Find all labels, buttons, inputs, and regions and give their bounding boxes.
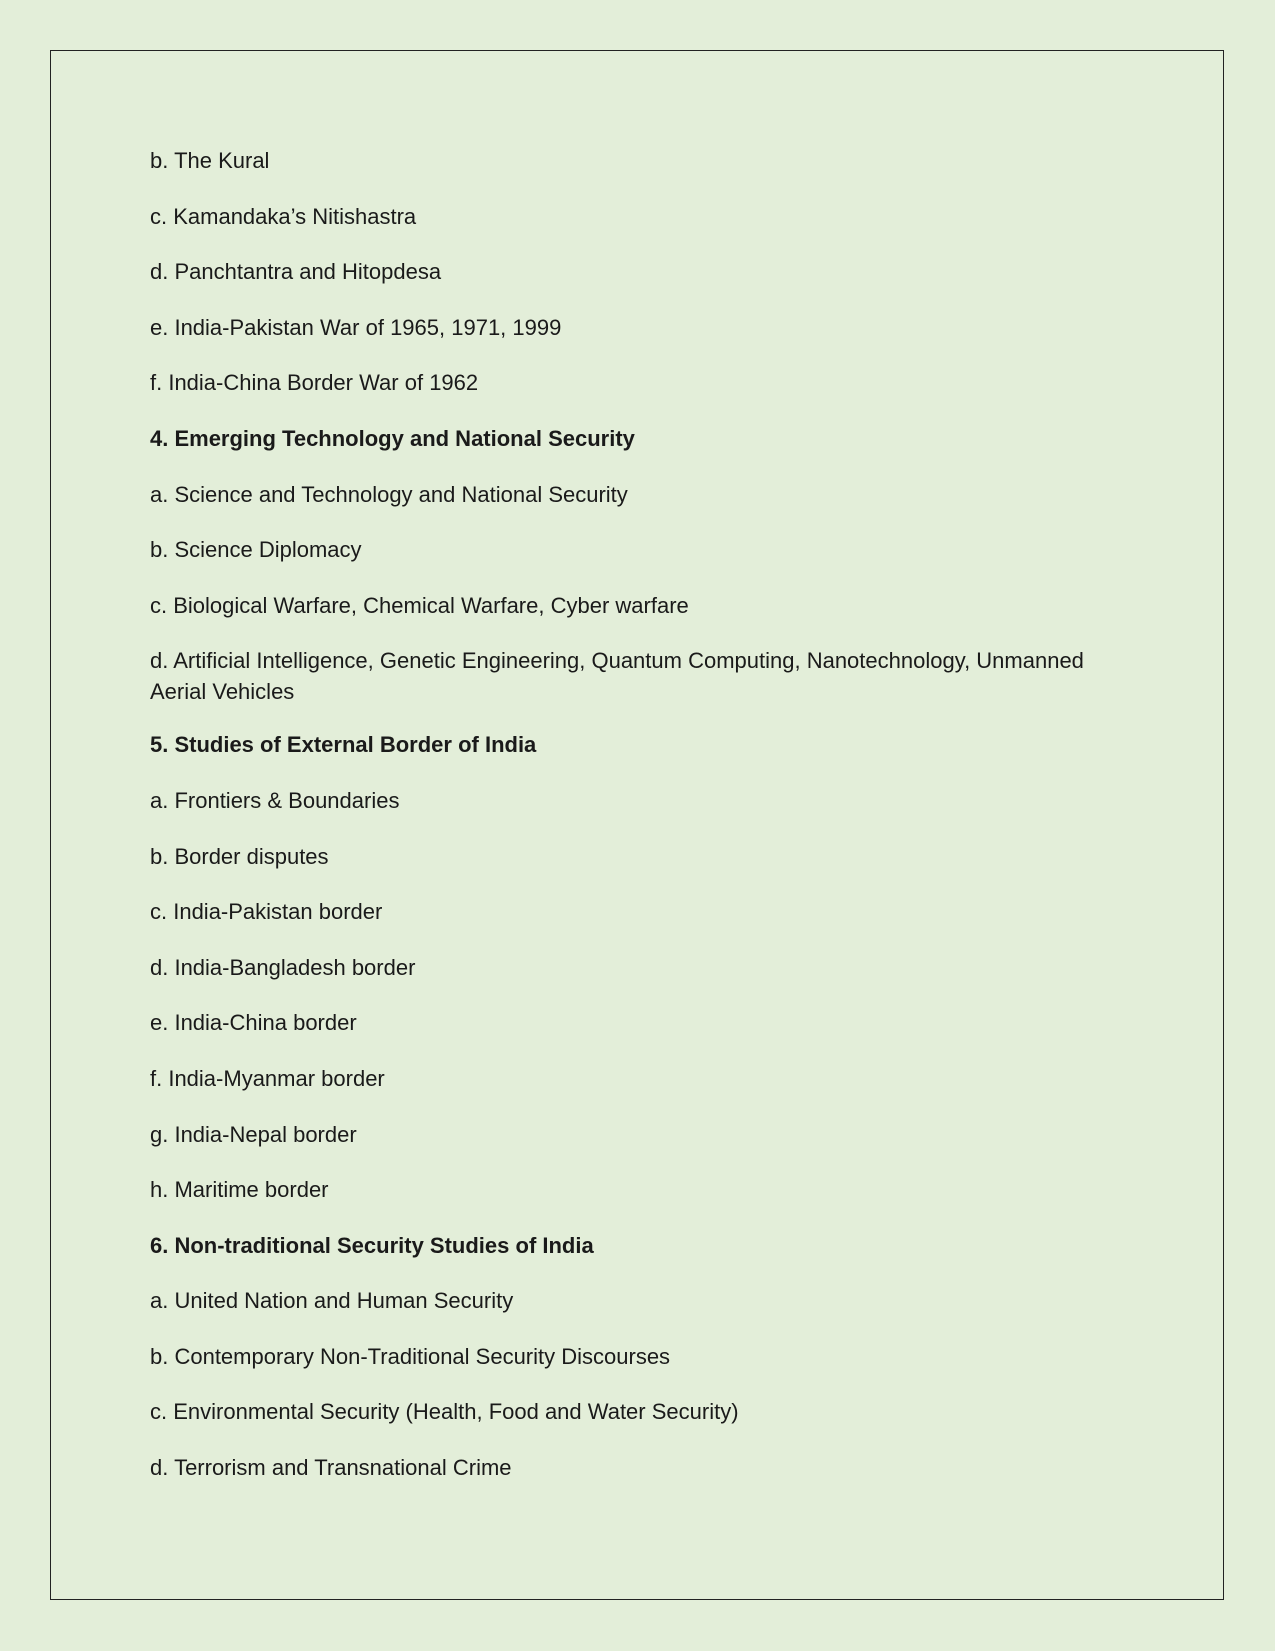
document-body	[150, 145, 1110, 1508]
list-item: b. Science Diplomacy	[150, 537, 362, 563]
list-item: a. United Nation and Human Security	[150, 1288, 514, 1314]
list-item: e. India-Pakistan War of 1965, 1971, 1999	[150, 314, 562, 340]
list-item: d. Terrorism and Transnational Crime	[150, 1455, 512, 1481]
list-item: b. Border disputes	[150, 843, 329, 869]
list-item: d. Panchtantra and Hitopdesa	[150, 259, 442, 285]
list-item: c. Kamandaka’s Nitishastra	[150, 203, 417, 229]
list-item: d. India-Bangladesh border	[150, 954, 416, 980]
section-heading: 4. Emerging Technology and National Security	[150, 425, 635, 451]
list-item: b. The Kural	[150, 148, 270, 173]
list-item: h. Maritime border	[150, 1177, 329, 1203]
list-item: e. India-China border	[150, 1010, 357, 1036]
section-heading: 5. Studies of External Border of India	[150, 732, 537, 758]
list-item: f. India-Myanmar border	[150, 1065, 385, 1091]
section-heading: 6. Non-traditional Security Studies of India	[150, 1232, 594, 1258]
list-item: c. Environmental Security (Health, Food and Water Security)	[150, 1399, 739, 1425]
list-item: c. India-Pakistan border	[150, 899, 383, 925]
list-item: a. Frontiers & Boundaries	[150, 787, 400, 813]
list-item: g. India-Nepal border	[150, 1121, 357, 1147]
list-item: c. Biological Warfare, Chemical Warfare, Cyber warfare	[150, 592, 689, 618]
list-item: d. Artificial Intelligence, Genetic Engineering, Quantum Computing, Nanotechnology, Unmanned Aerial Vehicles	[150, 648, 1084, 705]
list-item: b. Contemporary Non-Traditional Security Discourses	[150, 1343, 671, 1369]
list-item: f. India-China Border War of 1962	[150, 370, 479, 396]
list-item: a. Science and Technology and National Security	[150, 481, 628, 507]
